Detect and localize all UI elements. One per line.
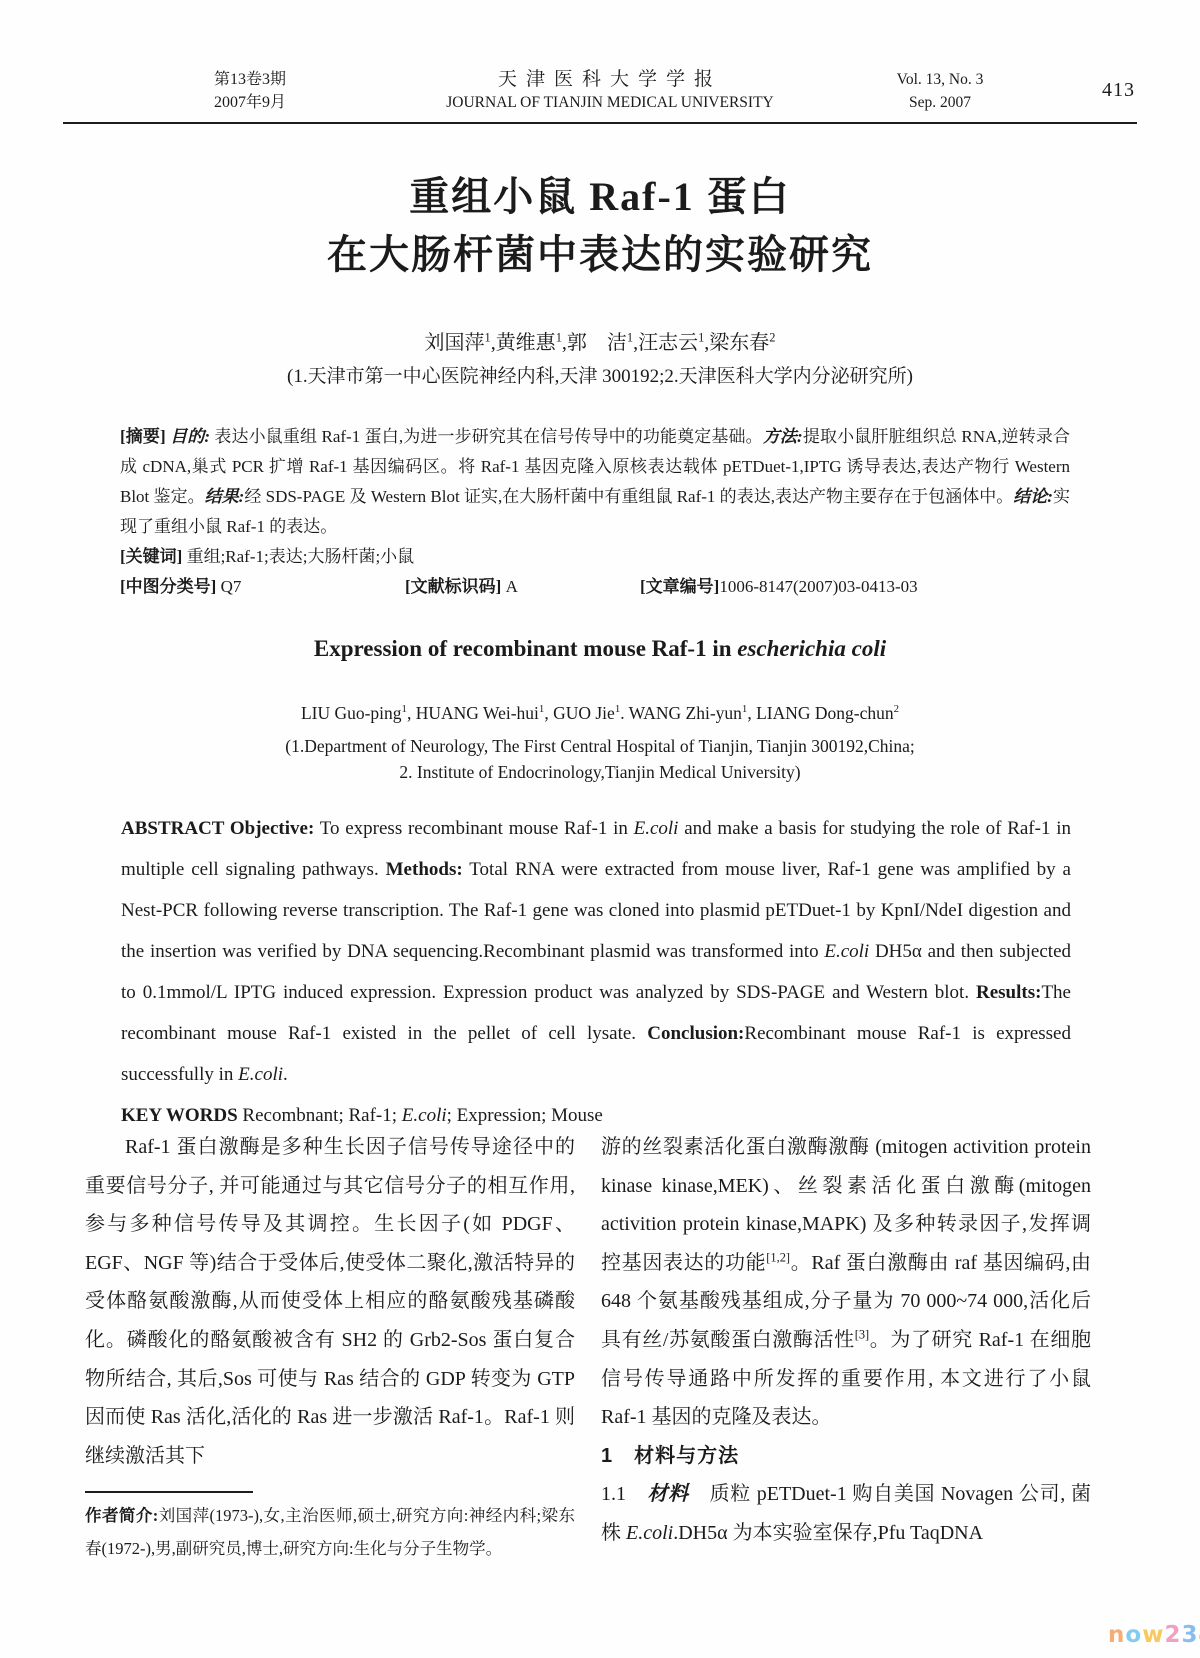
affiliation-en-line1: (1.Department of Neurology, The First Central Hospital of Tianjin, Tianjin 300192,China; [285, 736, 915, 756]
journal-name-cn: 天津医科大学学报 [497, 69, 722, 90]
abstract-cn-text: [摘要] 目的: 表达小鼠重组 Raf-1 蛋白,为进一步研究其在信号传导中的功能奠定基础。方法:提取小鼠肝脏组织总 RNA,逆转录合成 cDNA,巢式 PCR 扩增 Raf-1 基因编码区。将 Raf-1 基因克隆入原核表达载体 pETDuet-1,IPTG 诱导表达,表达产物行 Western Blot 鉴定。结果:经 SDS-PAGE 及 Western Blot 证实,在大肠杆菌中有重组鼠 Raf-1 的表达,表达产物主要存在于包涵体中。结论:实现了重组小鼠 Raf-1 的表达。 [120, 427, 1070, 536]
issue-block [65, 68, 365, 114]
keywords-en: KEY WORDS Recombnant; Raf-1; E.coli; Expression; Mouse [121, 1105, 603, 1126]
classification-line [120, 572, 1070, 602]
volume-en: Vol. 13, No. 3 [896, 71, 984, 88]
article-id: [文章编号]1006-8147(2007)03-0413-03 [640, 577, 918, 596]
author-bio-text: 作者简介:刘国萍(1973-),女,主治医师,硕士,研究方向:神经内科;梁东春(1972-),男,副研究员,博士,研究方向:生化与分子生物学。 [85, 1506, 575, 1559]
page-number: 413 [1102, 79, 1135, 101]
article-title-en: Expression of recombinant mouse Raf-1 in escherichia coli [313, 636, 887, 661]
running-head [65, 68, 1135, 114]
issue-date-cn: 2007年9月 [213, 94, 286, 111]
authors-cn: 刘国萍$^1$,黄维惠$^1$,郭 洁$^1$,汪志云$^1$,梁东春$^2$ [424, 330, 776, 354]
intro-paragraph-right: 游的丝裂素活化蛋白激酶激酶 (mitogen activition protein kinase kinase,MEK)、丝裂素活化蛋白激酶(mitogen activition protein kinase,MAPK) 及多种转录因子,发挥调控基因表达的功能[1,2]。Raf 蛋白激酶由 raf 基因编码,由 648 个氨基酸残基组成,分子量为 70 000~74 000,活化后具有丝/苏氨酸蛋白激酶活性[3]。为了研究 Raf-1 在细胞信号传导通路中所发挥的重要作用, 本文进行了小鼠 Raf-1 基因的克隆及表达。 [601, 1136, 1092, 1429]
author-bio-footnote [85, 1491, 575, 1565]
left-column [85, 1128, 575, 1565]
volume-block [855, 68, 1025, 114]
journal-name-en: JOURNAL OF TIANJIN MEDICAL UNIVERSITY [446, 94, 774, 111]
article-title-cn-line1: 重组小鼠 Raf-1 蛋白 [409, 174, 791, 219]
article-title-cn-line2: 在大肠杆菌中表达的实验研究 [327, 232, 873, 277]
section-1-heading: 1 材料与方法 [601, 1444, 740, 1467]
clc-number: [中图分类号] Q7 [120, 577, 242, 596]
section-1-1-paragraph: 1.1 材料 质粒 pETDuet-1 购自美国 Novagen 公司, 菌株 E.coli.DH5α 为本实验室保存,Pfu TaqDNA [601, 1483, 1092, 1544]
abstract-block-cn [120, 422, 1070, 602]
right-column [601, 1128, 1091, 1565]
authors-en: LIU Guo-ping$^1$, HUANG Wei-hui$^1$, GUO Jie$^1$. WANG Zhi-yun$^1$, LIANG Dong-chun$^2$ [300, 703, 900, 723]
journal-name-block [365, 68, 855, 114]
now234-watermark: now23 [1108, 1622, 1199, 1648]
header-rule [63, 122, 1137, 124]
abstract-en-text: ABSTRACT Objective: To express recombinant mouse Raf-1 in E.coli and make a basis for studying the role of Raf-1 in multiple cell signaling pathways. Methods: Total RNA were extracted from mouse liver, Raf-1 gene was amplified by a Nest-PCR following reverse transcription. The Raf-1 gene was cloned into plasmid pETDuet-1 by KpnI/NdeI digestion and the insertion was verified by DNA sequencing.Recombinant plasmid was transformed into E.coli DH5α and then subjected to 0.1mmol/L IPTG induced expression. Expression product was analyzed by SDS-PAGE and Western blot. Results:The recombinant mouse Raf-1 existed in the pellet of cell lysate. Conclusion:Recombinant mouse Raf-1 is expressed successfully in E.coli. [121, 818, 1072, 1085]
intro-paragraph-left: Raf-1 蛋白激酶是多种生长因子信号传导途径中的重要信号分子, 并可能通过与其它信号分子的相互作用, 参与多种信号传导及其调控。生长因子(如 PDGF、EGF、NGF 等)结合于受体后,使受体二聚化,激活特异的受体酪氨酸激酶,从而使受体上相应的酪氨酸残基磷酸化。磷酸化的酪氨酸被含有 SH2 的 Grb2-Sos 蛋白复合物所结合, 其后,Sos 可使与 Ras 结合的 GDP 转变为 GTP 因而使 Ras 活化,活化的 Ras 进一步激活 Raf-1。Raf-1 则继续激活其下 [85, 1136, 575, 1467]
footnote-rule [85, 1491, 253, 1493]
keywords-cn: [关键词] 重组;Raf-1;表达;大肠杆菌;小鼠 [120, 547, 415, 566]
affiliation-en [0, 733, 1200, 785]
body-columns [85, 1128, 1091, 1565]
affiliation-cn: (1.天津市第一中心医院神经内科,天津 300192;2.天津医科大学内分泌研究所) [287, 366, 913, 387]
affiliation-en-line2: 2. Institute of Endocrinology,Tianjin Medical University) [399, 762, 801, 782]
document-code: [文献标识码] A [405, 577, 518, 596]
abstract-block-en [121, 808, 1071, 1136]
issue-date-en: Sep. 2007 [909, 94, 971, 111]
article-title-cn [0, 168, 1200, 284]
issue-number-cn: 第13卷3期 [213, 71, 286, 88]
